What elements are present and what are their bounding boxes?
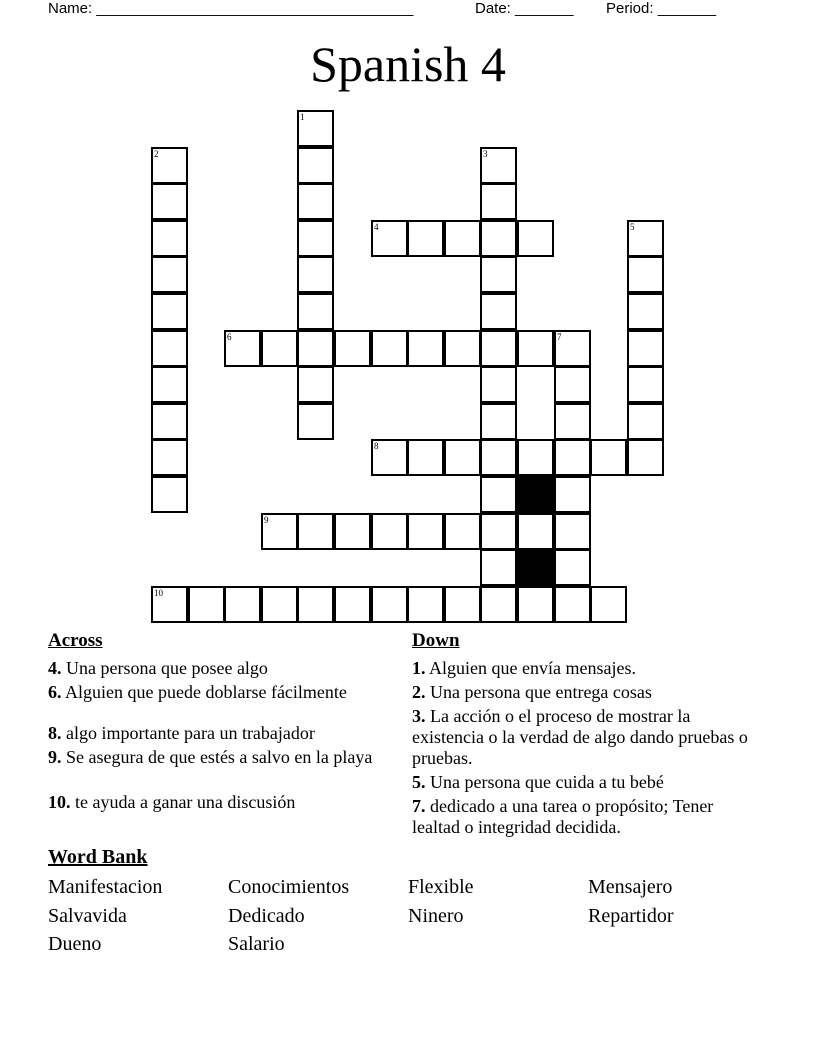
crossword-cell[interactable] (627, 439, 664, 476)
crossword-cell[interactable] (297, 256, 334, 293)
crossword-cell[interactable] (297, 513, 334, 550)
crossword-cell[interactable] (407, 439, 444, 476)
down-clue: 7. dedicado a una tarea o propósito; Tener lealtad o integridad decidida. (412, 796, 714, 837)
crossword-cell[interactable] (554, 403, 591, 440)
crossword-cell[interactable] (334, 330, 371, 367)
crossword-cell[interactable] (444, 586, 481, 623)
crossword-cell[interactable] (627, 256, 664, 293)
crossword-cell[interactable] (480, 586, 517, 623)
clue-number: 10 (154, 588, 163, 598)
crossword-cell[interactable] (444, 513, 481, 550)
crossword-cell[interactable] (627, 366, 664, 403)
crossword-cell[interactable] (407, 220, 444, 257)
crossword-cell[interactable] (627, 220, 664, 257)
crossword-cell[interactable] (224, 330, 261, 367)
crossword-cell[interactable] (407, 330, 444, 367)
crossword-cell[interactable] (517, 220, 554, 257)
clue-number: 8 (374, 441, 379, 451)
word-bank-item: Repartidor (588, 905, 674, 927)
crossword-cell[interactable] (297, 293, 334, 330)
clue-number: 9 (264, 515, 269, 525)
crossword-cell[interactable] (554, 513, 591, 550)
crossword-cell[interactable] (261, 586, 298, 623)
word-bank-heading: Word Bank (48, 846, 148, 868)
crossword-cell[interactable] (480, 366, 517, 403)
crossword-cell[interactable] (517, 330, 554, 367)
crossword-cell[interactable] (151, 220, 188, 257)
word-bank-item: Salvavida (48, 905, 127, 927)
crossword-cell[interactable] (297, 366, 334, 403)
word-bank-item: Salario (228, 933, 285, 955)
crossword-cell[interactable] (444, 439, 481, 476)
clue-number: 6 (227, 332, 232, 342)
date-field-label: Date: _______ (475, 0, 574, 17)
crossword-cell[interactable] (480, 330, 517, 367)
page-title: Spanish 4 (310, 36, 506, 92)
down-heading: Down (412, 630, 460, 651)
crossword-cell[interactable] (151, 256, 188, 293)
crossword-cell[interactable] (554, 549, 591, 586)
crossword-cell[interactable] (151, 366, 188, 403)
crossword-cell[interactable] (480, 476, 517, 513)
crossword-cell[interactable] (151, 586, 188, 623)
crossword-cell[interactable] (407, 586, 444, 623)
crossword-cell[interactable] (627, 330, 664, 367)
clue-number: 5 (630, 222, 635, 232)
crossword-cell[interactable] (590, 439, 627, 476)
clue-number: 1 (300, 112, 305, 122)
crossword-cell[interactable] (371, 513, 408, 550)
crossword-cell[interactable] (297, 110, 334, 147)
crossword-cell[interactable] (371, 586, 408, 623)
crossword-cell[interactable] (151, 293, 188, 330)
crossword-block (517, 549, 554, 586)
clue-number: 3 (483, 149, 488, 159)
crossword-cell[interactable] (444, 330, 481, 367)
crossword-cell[interactable] (480, 439, 517, 476)
crossword-cell[interactable] (297, 330, 334, 367)
across-clue: 8. algo importante para un trabajador (48, 723, 315, 743)
word-bank-item: Dueno (48, 933, 102, 955)
crossword-cell[interactable] (480, 220, 517, 257)
name-field-label: Name: ______________________________________ (48, 0, 414, 17)
crossword-cell[interactable] (407, 513, 444, 550)
crossword-cell[interactable] (188, 586, 225, 623)
crossword-cell[interactable] (151, 476, 188, 513)
crossword-cell[interactable] (261, 330, 298, 367)
crossword-cell[interactable] (297, 183, 334, 220)
crossword-cell[interactable] (590, 586, 627, 623)
crossword-cell[interactable] (151, 439, 188, 476)
word-bank-item: Ninero (408, 905, 464, 927)
crossword-cell[interactable] (480, 513, 517, 550)
crossword-block (517, 476, 554, 513)
crossword-cell[interactable] (480, 147, 517, 184)
crossword-cell[interactable] (371, 330, 408, 367)
down-clue: 3. La acción o el proceso de mostrar la existencia o la verdad de algo dando pruebas o pruebas. (412, 706, 748, 768)
crossword-cell[interactable] (297, 147, 334, 184)
crossword-cell[interactable] (261, 513, 298, 550)
across-clue: 4. Una persona que posee algo (48, 658, 268, 678)
crossword-cell[interactable] (517, 513, 554, 550)
crossword-cell[interactable] (371, 220, 408, 257)
crossword-cell[interactable] (297, 403, 334, 440)
across-clue: 10. te ayuda a ganar una discusión (48, 792, 296, 812)
clue-number: 4 (374, 222, 379, 232)
crossword-cell[interactable] (517, 586, 554, 623)
crossword-cell[interactable] (517, 439, 554, 476)
crossword-cell[interactable] (444, 220, 481, 257)
crossword-cell[interactable] (334, 513, 371, 550)
period-field-label: Period: _______ (606, 0, 717, 17)
crossword-cell[interactable] (554, 366, 591, 403)
word-bank-item: Conocimientos (228, 876, 350, 898)
crossword-cell[interactable] (554, 586, 591, 623)
crossword-cell[interactable] (480, 549, 517, 586)
crossword-cell[interactable] (297, 220, 334, 257)
crossword-cell[interactable] (627, 293, 664, 330)
crossword-cell[interactable] (151, 183, 188, 220)
crossword-cell[interactable] (554, 439, 591, 476)
down-clue: 2. Una persona que entrega cosas (412, 682, 652, 702)
crossword-cell[interactable] (627, 403, 664, 440)
crossword-cell[interactable] (151, 330, 188, 367)
clue-number: 2 (154, 149, 159, 159)
down-clue: 5. Una persona que cuida a tu bebé (412, 772, 664, 792)
crossword-cell[interactable] (480, 256, 517, 293)
word-bank-item: Flexible (408, 876, 474, 898)
crossword-cell[interactable] (554, 476, 591, 513)
crossword-cell[interactable] (554, 330, 591, 367)
down-clue: 1. Alguien que envía mensajes. (412, 658, 636, 678)
crossword-cell[interactable] (224, 586, 261, 623)
crossword-cell[interactable] (480, 403, 517, 440)
crossword-cell[interactable] (480, 183, 517, 220)
across-clue: 6. Alguien que puede doblarse fácilmente (48, 682, 347, 702)
crossword-cell[interactable] (151, 147, 188, 184)
crossword-cell[interactable] (334, 586, 371, 623)
crossword-cell[interactable] (371, 439, 408, 476)
word-bank-item: Mensajero (588, 876, 673, 898)
crossword-cell[interactable] (297, 586, 334, 623)
word-bank-item: Dedicado (228, 905, 305, 927)
crossword-cell[interactable] (480, 293, 517, 330)
across-clue: 9. Se asegura de que estés a salvo en la playa (48, 747, 373, 767)
crossword-cell[interactable] (151, 403, 188, 440)
word-bank-item: Manifestacion (48, 876, 163, 898)
clue-number: 7 (557, 332, 562, 342)
across-heading: Across (48, 630, 103, 651)
